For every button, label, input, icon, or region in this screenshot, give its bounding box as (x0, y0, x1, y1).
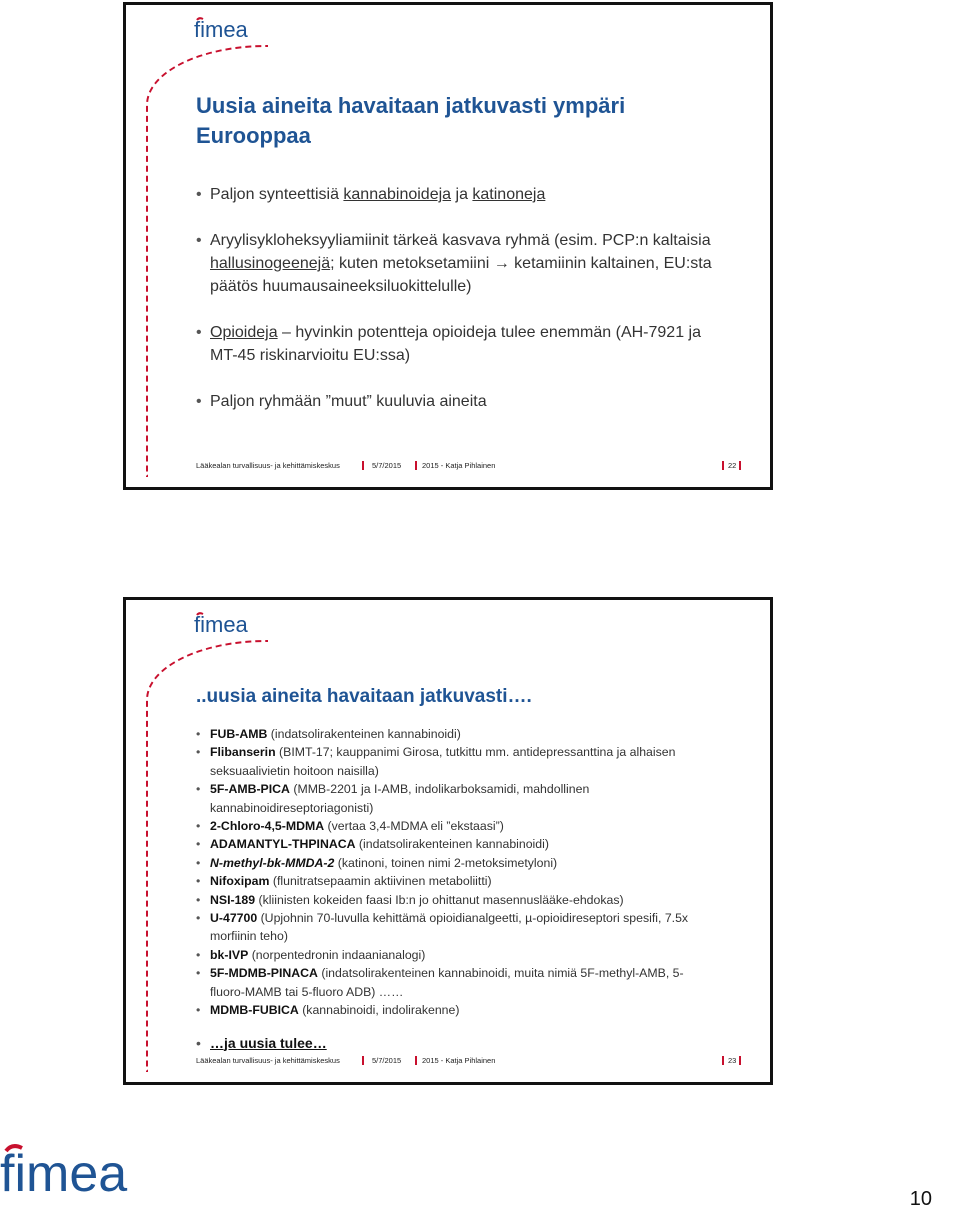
footer-separator (739, 1056, 741, 1065)
footer-separator (722, 461, 724, 470)
footer-page-number: 23 (728, 1056, 737, 1065)
list-item: • bk-IVP (norpentedronin indaanianalogi) (196, 946, 716, 964)
slide-title: ..uusia aineita havaitaan jatkuvasti…. (196, 686, 532, 707)
svg-text:fimea: fimea (194, 17, 248, 41)
page-number: 10 (909, 1188, 932, 1210)
slide-title: Uusia aineita havaitaan jatkuvasti ympäri Eurooppaa (196, 93, 626, 148)
footer-org: Lääkealan turvallisuus- ja kehittämiskeskus (196, 1056, 340, 1065)
footer-org: Lääkealan turvallisuus- ja kehittämiskeskus (196, 461, 340, 470)
footer-separator (415, 1056, 417, 1065)
list-item: • ADAMANTYL-THPINACA (indatsolirakenteinen kannabinoidi) (196, 835, 716, 853)
slide-footer (196, 1056, 756, 1068)
list-item: • Aryylisykloheksyyliamiinit tärkeä kasvava ryhmä (esim. PCP:n kaltaisia hallusinogeenejä; kuten metoksetamiini → ketamiinin kaltainen, EU:sta päätös huumausaineeksiluokittelulle) (196, 229, 716, 298)
list-item: • NSI-189 (kliinisten kokeiden faasi Ib:n jo ohittanut masennuslääke-ehdokas) (196, 891, 716, 909)
footer-author: 2015 - Katja Pihlainen (422, 461, 496, 470)
list-item: • FUB-AMB (indatsolirakenteinen kannabinoidi) (196, 725, 716, 743)
fimea-logo-large (0, 1143, 150, 1208)
list-item: • Flibanserin (BIMT-17; kauppanimi Girosa, tutkittu mm. antidepressanttina ja alhaisen seksuaalivietin hoitoon naisilla) (196, 743, 716, 780)
list-item: • U-47700 (Upjohnin 70-luvulla kehittämä opioidianalgeetti, µ-opioidireseptori spesifi, 7.5x morfiinin teho) (196, 909, 716, 946)
slide-22 (123, 2, 773, 490)
list-item: • Paljon synteettisiä kannabinoideja ja katinoneja (196, 183, 716, 206)
footer-page-number: 22 (728, 461, 737, 470)
footer-separator (739, 461, 741, 470)
list-item: • Nifoxipam (flunitratsepaamin aktiivinen metaboliitti) (196, 872, 716, 890)
footer-separator (362, 461, 364, 470)
list-item: • Paljon ryhmään ”muut” kuuluvia aineita (196, 390, 716, 413)
list-item: • 5F-MDMB-PINACA (indatsolirakenteinen kannabinoidi, muita nimiä 5F-methyl-AMB, 5-fluoro-MAMB tai 5-fluoro ADB) …… (196, 964, 716, 1001)
footer-separator (415, 461, 417, 470)
slide-footer (196, 461, 756, 473)
list-item: • N-methyl-bk-MMDA-2 (katinoni, toinen nimi 2-metoksimetyloni) (196, 854, 716, 872)
substance-list (196, 725, 716, 1052)
list-item: • MDMB-FUBICA (kannabinoidi, indolirakenne) (196, 1001, 716, 1019)
list-item: • Opioideja – hyvinkin potentteja opioideja tulee enemmän (AH-7921 ja MT-45 riskinarvioitu EU:ssa) (196, 321, 716, 367)
footer-separator (362, 1056, 364, 1065)
svg-text:fimea: fimea (194, 612, 248, 636)
footer-date: 5/7/2015 (372, 461, 402, 470)
list-item: • 5F-AMB-PICA (MMB-2201 ja I-AMB, indolikarboksamidi, mahdollinen kannabinoidireseptoriagonisti) (196, 780, 716, 817)
bullet-list (196, 183, 716, 436)
svg-text:fimea: fimea (0, 1145, 128, 1203)
footer-date: 5/7/2015 (372, 1056, 402, 1065)
fimea-logo (194, 17, 264, 46)
slide-23 (123, 597, 773, 1085)
list-item: • 2-Chloro-4,5-MDMA (vertaa 3,4-MDMA eli ”ekstaasi”) (196, 817, 716, 835)
closing-item: • …ja uusia tulee… (196, 1034, 716, 1052)
footer-author: 2015 - Katja Pihlainen (422, 1056, 496, 1065)
footer-separator (722, 1056, 724, 1065)
fimea-logo (194, 612, 264, 641)
